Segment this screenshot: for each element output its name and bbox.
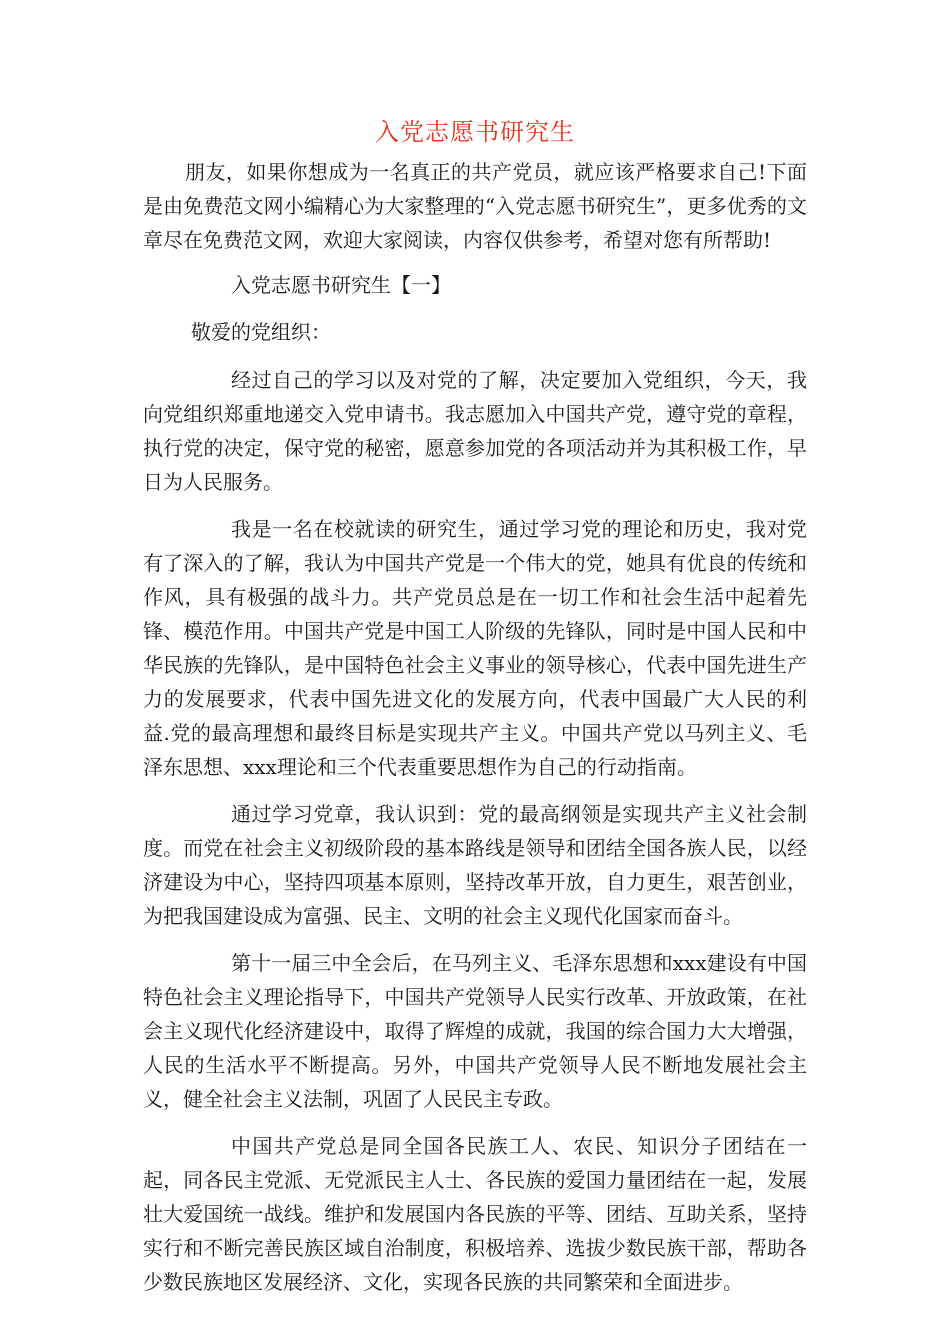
body-paragraph: 第十一届三中全会后，在马列主义、毛泽东思想和xxx建设有中国特色社会主义理论指导下，中国共产党领导人民实行改革、开放政策，在社会主义现代化经济建设中，取得了辉煌的成就，我国的综合国力大大增强，人民的生活水平不断提高。另外，中国共产党领导人民不断地发展社会主义，健全社会主义法制，巩固了人民民主专政。 bbox=[143, 951, 807, 1111]
intro-paragraph: 朋友，如果你想成为一名真正的共产党员，就应该严格要求自己!下面是由免费范文网小编精心为大家整理的“入党志愿书研究生”，更多优秀的文章尽在免费范文网，欢迎大家阅读，内容仅供参考，希望对您有所帮助! bbox=[143, 160, 807, 252]
document-title: 入党志愿书研究生 bbox=[375, 118, 575, 146]
salutation: 敬爱的党组织： bbox=[191, 320, 331, 344]
section-heading: 入党志愿书研究生【一】 bbox=[231, 273, 451, 297]
body-paragraph: 中国共产党总是同全国各民族工人、农民、知识分子团结在一起，同各民主党派、无党派民主人士、各民族的爱国力量团结在一起，发展壮大爱国统一战线。维护和发展国内各民族的平等、团结、互助关系，坚持实行和不断完善民族区域自治制度，积极培养、选拔少数民族干部，帮助各少数民族地区发展经济、文化，实现各民族的共同繁荣和全面进步。 bbox=[143, 1134, 807, 1294]
body-paragraph: 我是一名在校就读的研究生，通过学习党的理论和历史，我对党有了深入的了解，我认为中国共产党是一个伟大的党，她具有优良的传统和作风，具有极强的战斗力。共产党员总是在一切工作和社会生活中起着先锋、模范作用。中国共产党是中国工人阶级的先锋队，同时是中国人民和中华民族的先锋队，是中国特色社会主义事业的领导核心，代表中国先进生产力的发展要求，代表中国先进文化的发展方向，代表中国最广大人民的利益.党的最高理想和最终目标是实现共产主义。中国共产党以马列主义、毛泽东思想、xxx理论和三个代表重要思想作为自己的行动指南。 bbox=[143, 517, 807, 779]
document-body bbox=[143, 155, 807, 1312]
body-paragraph: 通过学习党章，我认识到：党的最高纲领是实现共产主义社会制度。而党在社会主义初级阶段的基本路线是领导和团结全国各族人民，以经济建设为中心，坚持四项基本原则，坚持改革开放，自力更生，艰苦创业，为把我国建设成为富强、民主、文明的社会主义现代化国家而奋斗。 bbox=[143, 802, 807, 928]
body-paragraph: 经过自己的学习以及对党的了解，决定要加入党组织，今天，我向党组织郑重地递交入党申请书。我志愿加入中国共产党，遵守党的章程，执行党的决定，保守党的秘密，愿意参加党的各项活动并为其积极工作，早日为人民服务。 bbox=[143, 368, 807, 494]
